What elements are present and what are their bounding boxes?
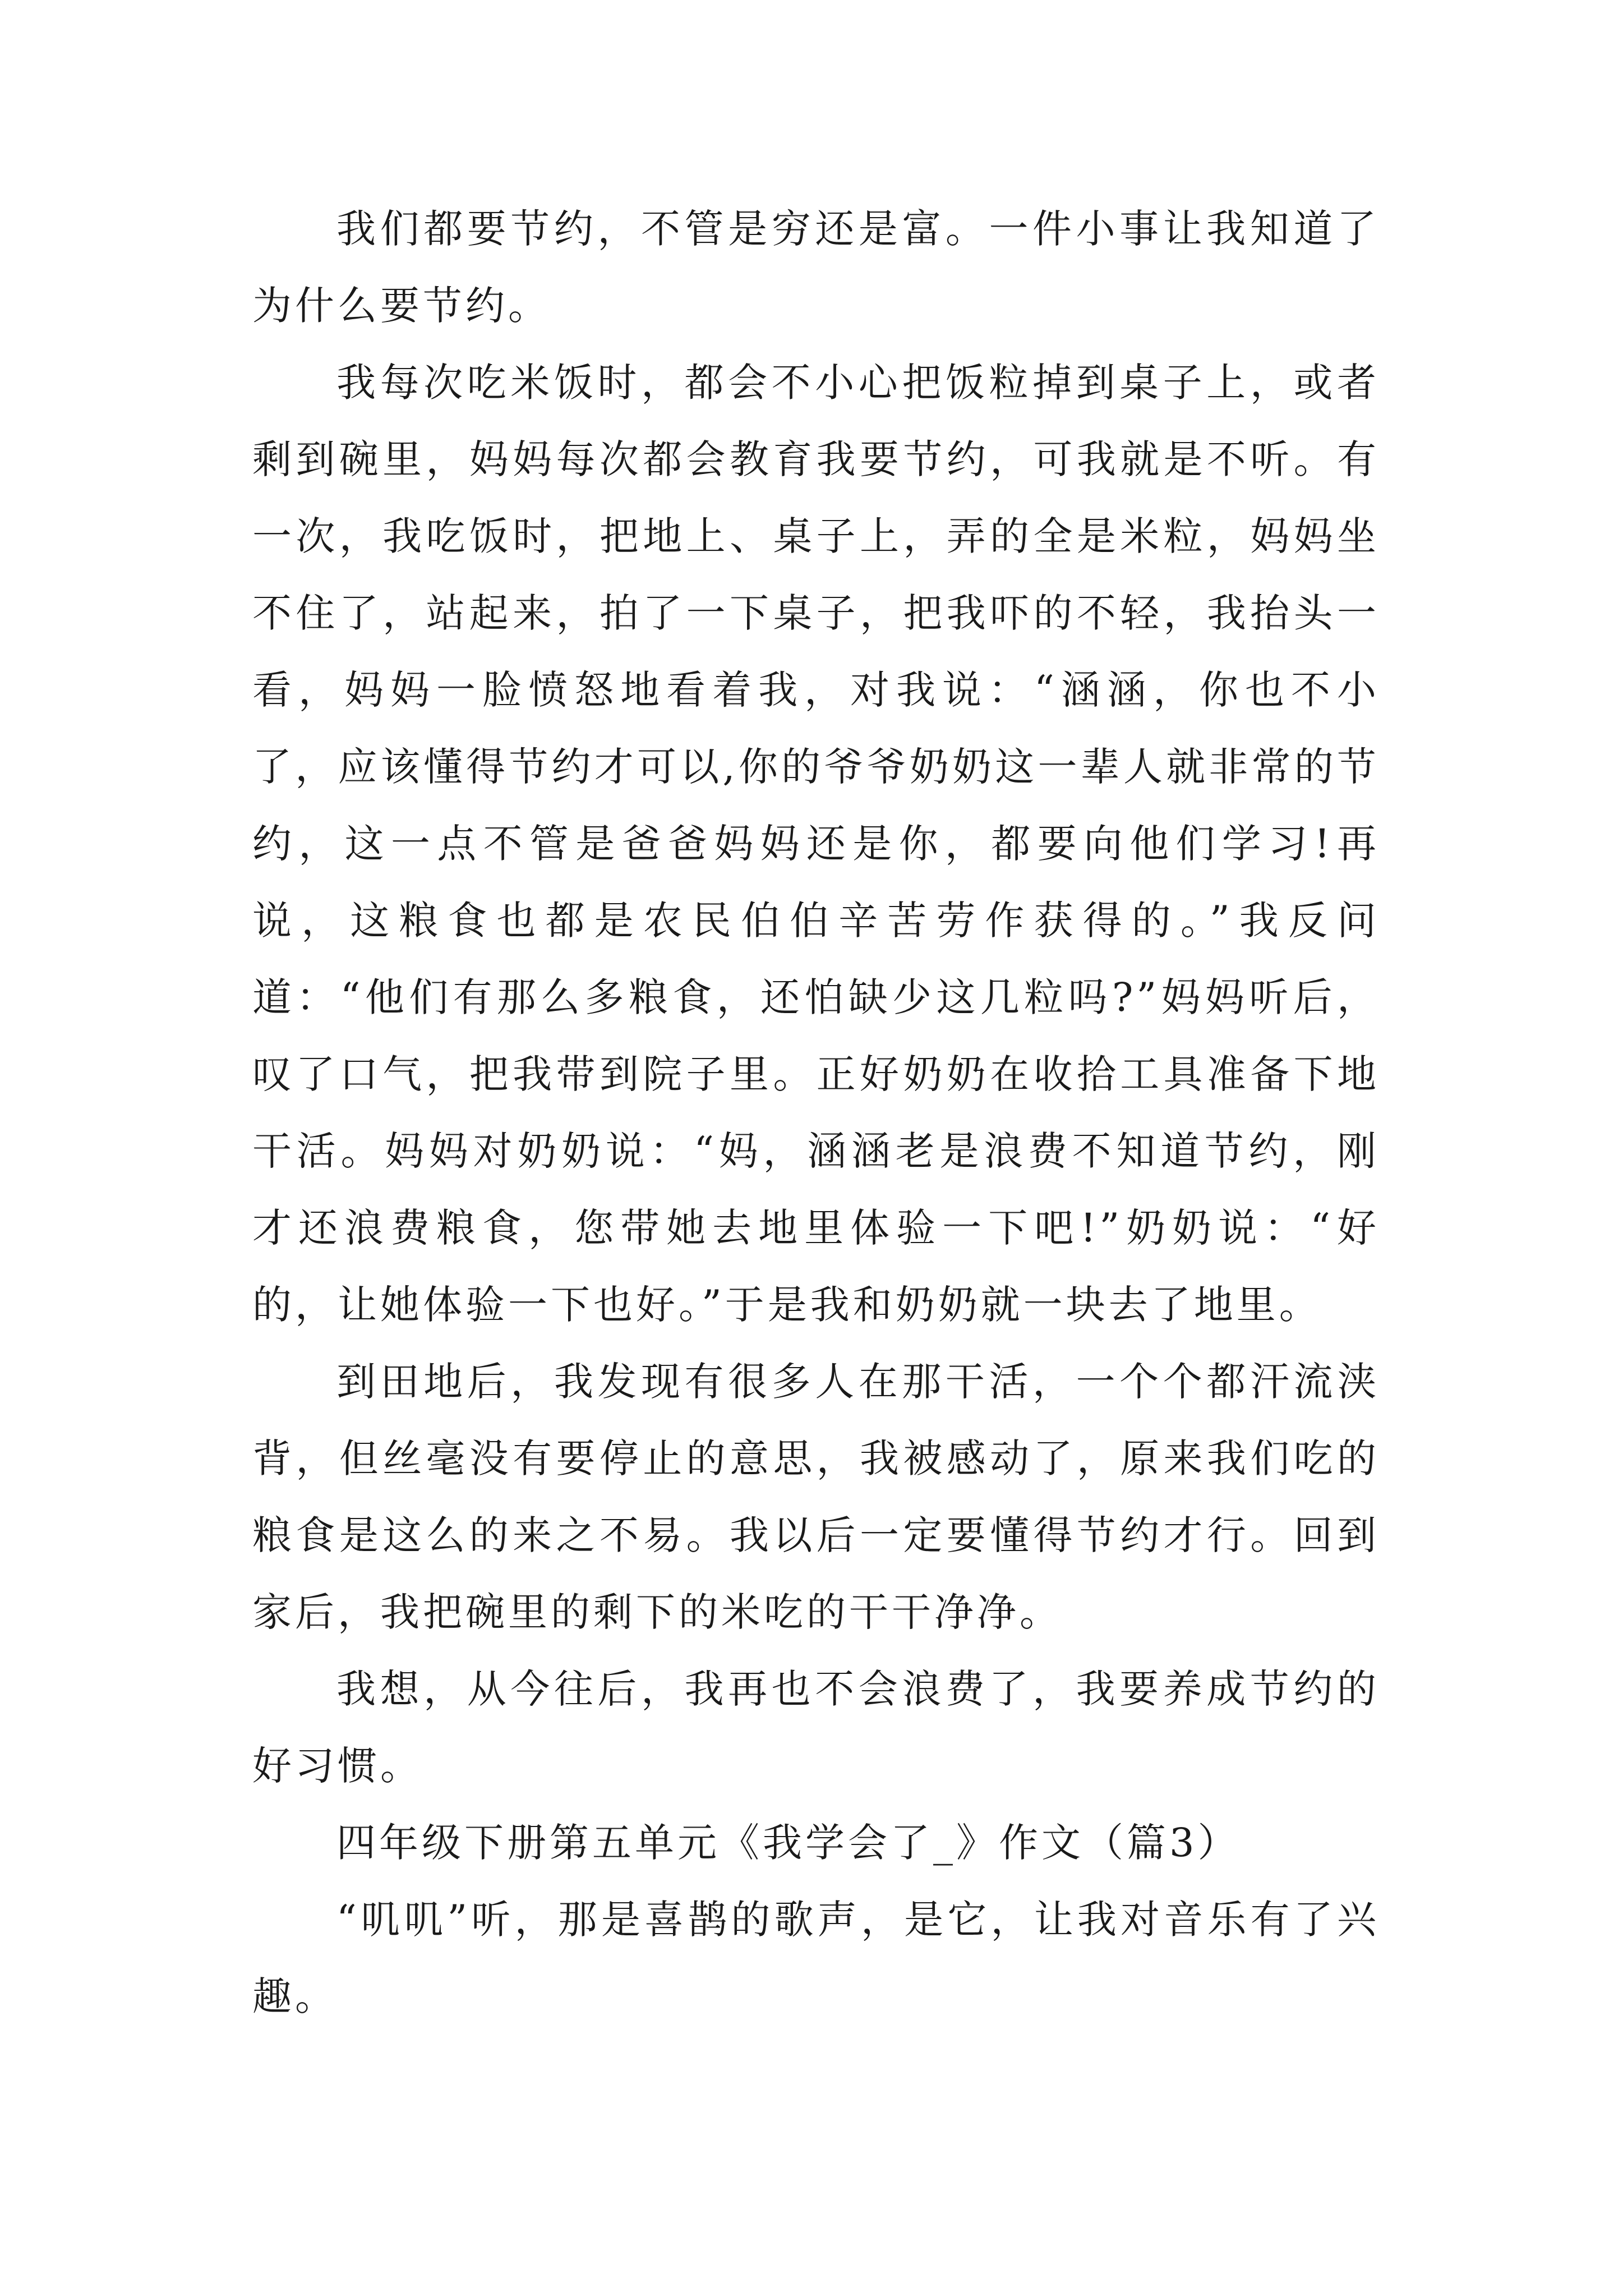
paragraph-next-essay: “叽叽”听，那是喜鹊的歌声，是它，让我对音乐有了兴趣。: [252, 1897, 1380, 2019]
essay-title: 四年级下册第五单元《我学会了_》作文（篇3）: [336, 1820, 1241, 1866]
paragraph-field: 到田地后，我发现有很多人在那干活，一个个都汗流浃背，但丝毫没有要停止的意思，我被感动了，原来我们吃的粮食是这么的来之不易。我以后一定要懂得节约才行。回到家后，我把碗里的剩下的米吃的干干净净。: [252, 1359, 1380, 1635]
paragraph-story: 我每次吃米饭时，都会不小心把饭粒掉到桌子上，或者剩到碗里，妈妈每次都会教育我要节约，可我就是不听。有一次，我吃饭时，把地上、桌子上，弄的全是米粒，妈妈坐不住了，站起来，拍了一下桌子，把我吓的不轻，我抬头一看，妈妈一脸愤怒地看着我，对我说：“涵涵，你也不小了，应该懂得节约才可以,你的爷爷奶奶这一辈人就非常的节约，这一点不管是爸爸妈妈还是你，都要向他们学习!再说，这粮食也都是农民伯伯辛苦劳作获得的。”我反问道：“他们有那么多粮食，还怕缺少这几粒吗?”妈妈听后，叹了口气，把我带到院子里。正好奶奶在收拾工具准备下地干活。妈妈对奶奶说：“妈，涵涵老是浪费不知道节约，刚才还浪费粮食，您带她去地里体验一下吧!”奶奶说：“好的，让她体验一下也好。”于是我和奶奶就一块去了地里。: [252, 360, 1380, 1328]
paragraph-conclusion: 我想，从今往后，我再也不会浪费了，我要养成节约的好习惯。: [252, 1666, 1380, 1789]
paragraph-intro: 我们都要节约，不管是穷还是富。一件小事让我知道了为什么要节约。: [252, 206, 1380, 329]
essay-text: [252, 191, 1380, 2035]
